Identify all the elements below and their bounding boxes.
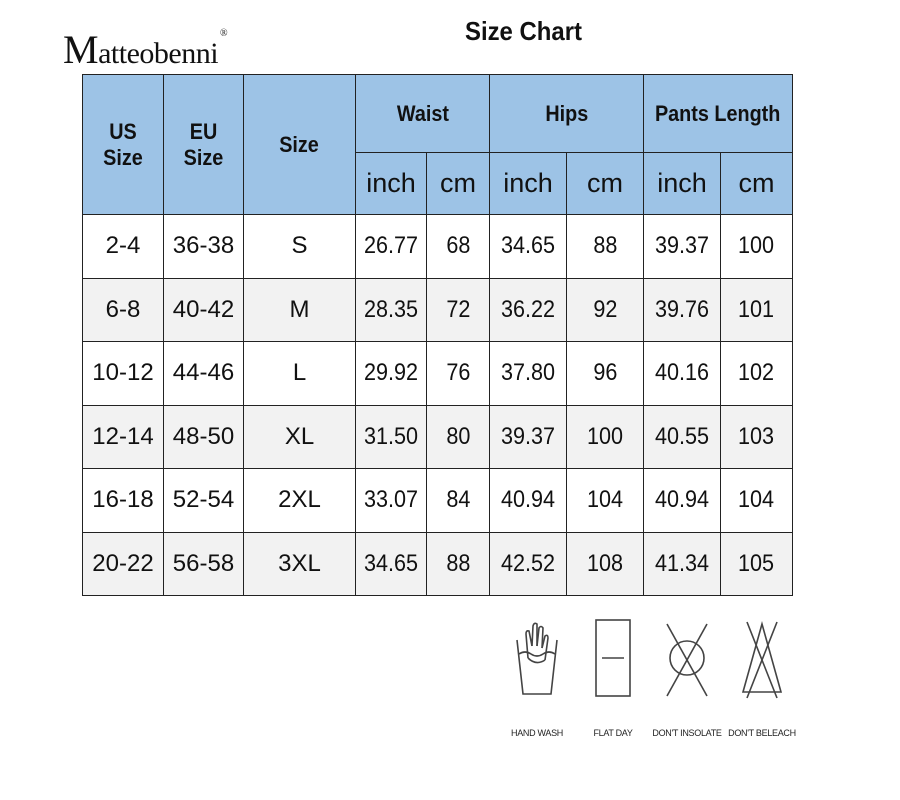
page-title: Size Chart bbox=[465, 16, 582, 46]
cell-size: L bbox=[244, 342, 356, 406]
cell-eu-size: 56-58 bbox=[164, 532, 244, 596]
table-row bbox=[83, 469, 793, 533]
care-label: DON'T BELEACH bbox=[728, 728, 796, 738]
no-bleach-icon bbox=[737, 612, 787, 702]
flat-dry-icon bbox=[588, 612, 638, 702]
cell-waist-inch: 29.92 bbox=[356, 342, 427, 406]
header-length-inch: inch bbox=[644, 153, 721, 215]
cell-hips-inch: 40.94 bbox=[490, 469, 567, 533]
table-row bbox=[83, 342, 793, 406]
header-hips: Hips bbox=[490, 75, 644, 153]
cell-waist-cm: 88 bbox=[427, 532, 490, 596]
cell-hips-inch: 42.52 bbox=[490, 532, 567, 596]
cell-length-inch: 40.16 bbox=[644, 342, 721, 406]
cell-length-inch: 39.37 bbox=[644, 215, 721, 279]
cell-size: S bbox=[244, 215, 356, 279]
size-chart-table bbox=[82, 74, 793, 596]
header-waist-inch: inch bbox=[356, 153, 427, 215]
cell-us-size: 20-22 bbox=[83, 532, 164, 596]
cell-hips-cm: 88 bbox=[567, 215, 644, 279]
cell-waist-cm: 84 bbox=[427, 469, 490, 533]
cell-us-size: 12-14 bbox=[83, 405, 164, 469]
cell-length-inch: 41.34 bbox=[644, 532, 721, 596]
cell-size: M bbox=[244, 278, 356, 342]
care-dont-bleach bbox=[717, 612, 807, 738]
cell-us-size: 10-12 bbox=[83, 342, 164, 406]
cell-size: 3XL bbox=[244, 532, 356, 596]
cell-length-inch: 40.55 bbox=[644, 405, 721, 469]
cell-waist-inch: 33.07 bbox=[356, 469, 427, 533]
header-eu-size: EU Size bbox=[164, 75, 244, 215]
cell-length-cm: 101 bbox=[721, 278, 793, 342]
cell-waist-inch: 28.35 bbox=[356, 278, 427, 342]
header-us-size: US Size bbox=[83, 75, 164, 215]
header-length-cm: cm bbox=[721, 153, 793, 215]
cell-waist-cm: 72 bbox=[427, 278, 490, 342]
cell-hips-inch: 34.65 bbox=[490, 215, 567, 279]
cell-eu-size: 52-54 bbox=[164, 469, 244, 533]
care-label: HAND WASH bbox=[511, 728, 563, 738]
cell-length-cm: 103 bbox=[721, 405, 793, 469]
cell-us-size: 6-8 bbox=[83, 278, 164, 342]
cell-hips-inch: 36.22 bbox=[490, 278, 567, 342]
cell-us-size: 16-18 bbox=[83, 469, 164, 533]
cell-eu-size: 44-46 bbox=[164, 342, 244, 406]
cell-length-cm: 100 bbox=[721, 215, 793, 279]
care-label: DON'T INSOLATE bbox=[652, 728, 722, 738]
care-label: FLAT DAY bbox=[593, 728, 633, 738]
cell-hips-cm: 96 bbox=[567, 342, 644, 406]
cell-waist-cm: 80 bbox=[427, 405, 490, 469]
brand-logo: Matteobenni® bbox=[63, 27, 228, 72]
cell-waist-inch: 26.77 bbox=[356, 215, 427, 279]
table-row bbox=[83, 405, 793, 469]
cell-waist-inch: 31.50 bbox=[356, 405, 427, 469]
no-tumble-dry-icon bbox=[662, 612, 712, 702]
cell-waist-inch: 34.65 bbox=[356, 532, 427, 596]
cell-size: 2XL bbox=[244, 469, 356, 533]
cell-hips-cm: 100 bbox=[567, 405, 644, 469]
cell-length-cm: 104 bbox=[721, 469, 793, 533]
table-row bbox=[83, 215, 793, 279]
cell-length-cm: 105 bbox=[721, 532, 793, 596]
cell-hips-inch: 37.80 bbox=[490, 342, 567, 406]
cell-eu-size: 36-38 bbox=[164, 215, 244, 279]
cell-size: XL bbox=[244, 405, 356, 469]
header-hips-cm: cm bbox=[567, 153, 644, 215]
header-waist-cm: cm bbox=[427, 153, 490, 215]
cell-hips-cm: 104 bbox=[567, 469, 644, 533]
cell-eu-size: 48-50 bbox=[164, 405, 244, 469]
cell-hips-cm: 92 bbox=[567, 278, 644, 342]
table-row bbox=[83, 532, 793, 596]
hand-wash-icon bbox=[512, 612, 562, 702]
table-row bbox=[83, 278, 793, 342]
cell-length-inch: 40.94 bbox=[644, 469, 721, 533]
cell-eu-size: 40-42 bbox=[164, 278, 244, 342]
cell-waist-cm: 76 bbox=[427, 342, 490, 406]
header-hips-inch: inch bbox=[490, 153, 567, 215]
header-pants-length: Pants Length bbox=[644, 75, 793, 153]
header-size: Size bbox=[244, 75, 356, 215]
cell-length-inch: 39.76 bbox=[644, 278, 721, 342]
cell-hips-inch: 39.37 bbox=[490, 405, 567, 469]
cell-us-size: 2-4 bbox=[83, 215, 164, 279]
cell-length-cm: 102 bbox=[721, 342, 793, 406]
cell-waist-cm: 68 bbox=[427, 215, 490, 279]
cell-hips-cm: 108 bbox=[567, 532, 644, 596]
header-waist: Waist bbox=[356, 75, 490, 153]
